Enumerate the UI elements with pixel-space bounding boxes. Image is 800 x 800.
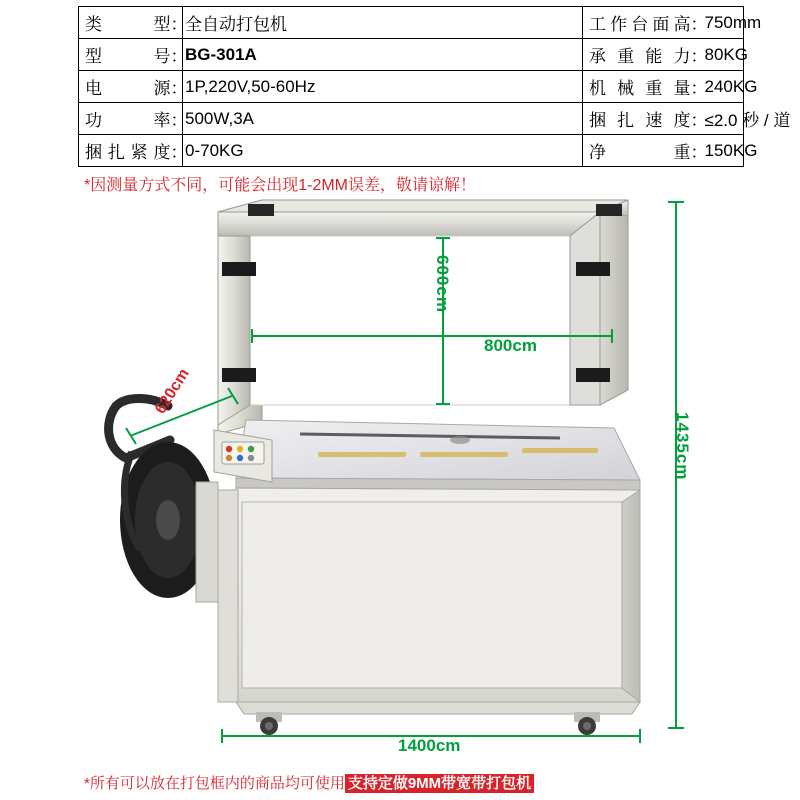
spec-colon: ： — [171, 71, 183, 103]
measurement-tolerance-note: *因测量方式不同，可能会出现1-2MM误差，敬请谅解！ — [84, 177, 477, 194]
bottom-note-highlight: 支持定做9MM带宽带打包机 — [345, 774, 534, 793]
dimension-label-inner-height: 600cm — [433, 255, 452, 313]
spec-label-machine-weight: 机械重量 — [583, 71, 691, 103]
spec-value-type: 全自动打包机 — [183, 7, 583, 39]
spec-value-net-weight: 150KG — [703, 135, 744, 167]
spec-colon: ： — [691, 71, 703, 103]
bottom-note-plain: *所有可以放在打包框内的商品均可使用 — [84, 775, 345, 792]
spec-label-model: 型号 — [79, 39, 171, 71]
dimension-label-inner-width: 800cm — [484, 336, 537, 355]
spec-value-power-source: 1P,220V,50-60Hz — [183, 71, 583, 103]
spec-colon: ： — [171, 135, 183, 167]
spec-value-strapping-speed: ≤2.0 秒 / 道 — [703, 103, 744, 135]
strap-coil-holder — [109, 399, 218, 603]
table-row — [79, 103, 744, 135]
spec-label-strapping-speed: 捆扎速度 — [583, 103, 691, 135]
spec-value-table-height: 750mm — [703, 7, 744, 39]
dimension-label-depth: 620cm — [152, 365, 193, 418]
table-row — [79, 71, 744, 103]
table-row — [79, 135, 744, 167]
arch-frame — [218, 200, 628, 434]
dimension-label-total-height: 1435cm — [673, 412, 692, 481]
spec-colon: ： — [171, 103, 183, 135]
spec-value-model: BG-301A — [183, 39, 583, 71]
spec-label-table-height: 工作台面高 — [583, 7, 691, 39]
spec-label-power: 功率 — [79, 103, 171, 135]
spec-value-strap-tightness: 0-70KG — [183, 135, 583, 167]
table-row — [79, 39, 744, 71]
spec-label-net-weight: 净重 — [583, 135, 691, 167]
machine-table-top — [236, 420, 640, 490]
spec-label-power-source: 电源 — [79, 71, 171, 103]
spec-colon: ： — [691, 135, 703, 167]
bottom-note — [84, 772, 534, 793]
spec-label-type: 类型 — [79, 7, 171, 39]
caster-wheels — [256, 712, 600, 735]
machine-cabinet — [218, 488, 640, 714]
spec-label-strap-tightness: 捆扎紧度 — [79, 135, 171, 167]
spec-colon: ： — [171, 7, 183, 39]
spec-label-load-capacity: 承重能力 — [583, 39, 691, 71]
specification-table — [78, 6, 791, 167]
spec-colon: ： — [691, 103, 703, 135]
spec-value-power: 500W,3A — [183, 103, 583, 135]
spec-value-machine-weight: 240KG — [703, 71, 744, 103]
spec-colon: ： — [171, 39, 183, 71]
dimension-label-total-width: 1400cm — [398, 736, 461, 755]
spec-colon: ： — [691, 39, 703, 71]
spec-colon: ： — [691, 7, 703, 39]
table-row — [79, 7, 744, 39]
spec-value-load-capacity: 80KG — [703, 39, 744, 71]
